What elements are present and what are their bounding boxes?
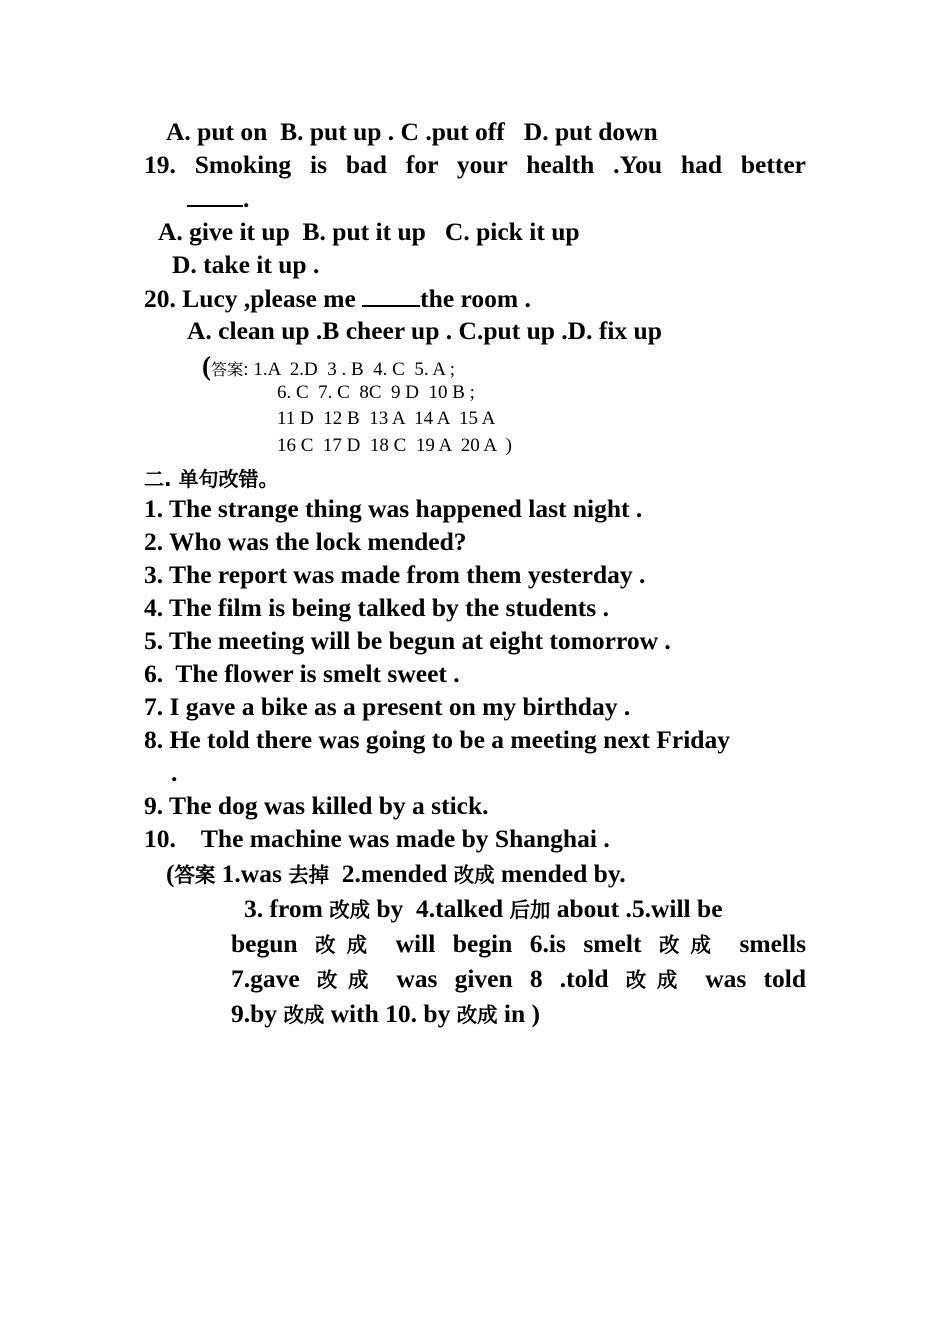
q18-options: A. put on B. put up . C .put off D. put down: [166, 117, 658, 146]
answer-key-2-line1: [166, 859, 626, 890]
q19-end: .: [243, 184, 250, 213]
q19-options-b: D. take it up .: [172, 250, 320, 279]
answer-text: by 4.talked: [370, 894, 510, 923]
answer-blank: [362, 283, 420, 307]
answer-note: 后加: [509, 898, 551, 922]
answer-key-1-text: 1.A 2.D 3 . B 4. C 5. A ;: [253, 359, 455, 380]
answer-text: in: [497, 999, 532, 1028]
close-paren: ): [531, 999, 541, 1028]
q20-stem: [144, 283, 531, 314]
answer-key-1-line1: [202, 351, 455, 382]
answer-key-1-line3: 11 D 12 B 13 A 14 A 15 A: [277, 408, 496, 429]
answer-note: 改成: [315, 933, 379, 957]
answer-text: 3. from: [244, 894, 330, 923]
correction-item: 8. He told there was going to be a meeting next Friday: [144, 725, 730, 754]
answer-key-2-line5: [231, 999, 540, 1030]
correction-item: 10. The machine was made by Shanghai .: [144, 824, 610, 853]
q19-options-a: A. give it up B. put it up C. pick it up: [158, 217, 580, 246]
q19-stem: 19. Smoking is bad for your health .You had better: [144, 150, 806, 179]
answer-label: 答案: [174, 863, 216, 887]
answer-text: was given 8 .told: [379, 964, 626, 993]
answer-note: 改成: [283, 1003, 325, 1027]
q20-options: A. clean up .B cheer up . C.put up .D. fix up: [187, 316, 662, 345]
answer-key-2-line2: [244, 894, 723, 925]
open-paren: (: [166, 859, 175, 888]
answer-key-2-line3: [231, 929, 806, 960]
answer-note: 改成: [316, 968, 380, 992]
answer-text: 2.mended: [329, 859, 454, 888]
correction-item: 6. The flower is smelt sweet .: [144, 659, 460, 688]
correction-item: 5. The meeting will be begun at eight tomorrow .: [144, 626, 671, 655]
answer-key-2-line4: [231, 964, 806, 995]
open-paren: (: [202, 351, 211, 381]
answer-text: smells: [721, 929, 807, 958]
correction-item: 3. The report was made from them yesterday .: [144, 560, 646, 589]
answer-label: 答案: [211, 360, 244, 379]
correction-item: 9. The dog was killed by a stick.: [144, 791, 489, 820]
answer-key-1-line2: 6. C 7. C 8C 9 D 10 B ;: [277, 382, 475, 403]
answer-text: will begin 6.is smelt: [378, 929, 659, 958]
answer-text: 1.was: [215, 859, 289, 888]
correction-item-continuation: .: [171, 758, 178, 787]
answer-note: 改成: [453, 863, 495, 887]
q20-stem-after: the room .: [420, 284, 531, 313]
answer-text: mended by.: [494, 859, 626, 888]
correction-item: 4. The film is being talked by the students .: [144, 593, 609, 622]
answer-colon: :: [243, 359, 254, 380]
q19-blank-line: [187, 183, 249, 214]
answer-note: 改成: [456, 1003, 498, 1027]
answer-note: 改成: [329, 898, 370, 922]
answer-text: about .5.will be: [550, 894, 723, 923]
answer-key-1-line4: 16 C 17 D 18 C 19 A 20 A ): [277, 435, 512, 456]
answer-text: begun: [231, 929, 316, 958]
answer-note: 改成: [658, 933, 722, 957]
answer-text: was told: [688, 964, 807, 993]
answer-note: 改成: [625, 968, 689, 992]
answer-text: with 10. by: [324, 999, 457, 1028]
correction-item: 7. I gave a bike as a present on my birthday .: [144, 692, 631, 721]
section-heading: 二. 单句改错。: [144, 467, 279, 491]
correction-item: 1. The strange thing was happened last night .: [144, 494, 643, 523]
answer-text: 9.by: [231, 999, 284, 1028]
answer-blank: [187, 183, 243, 207]
answer-note: 去掉: [288, 863, 330, 887]
answer-text: 7.gave: [231, 964, 317, 993]
correction-item: 2. Who was the lock mended?: [144, 527, 467, 556]
q20-stem-before: 20. Lucy ,please me: [144, 284, 363, 313]
